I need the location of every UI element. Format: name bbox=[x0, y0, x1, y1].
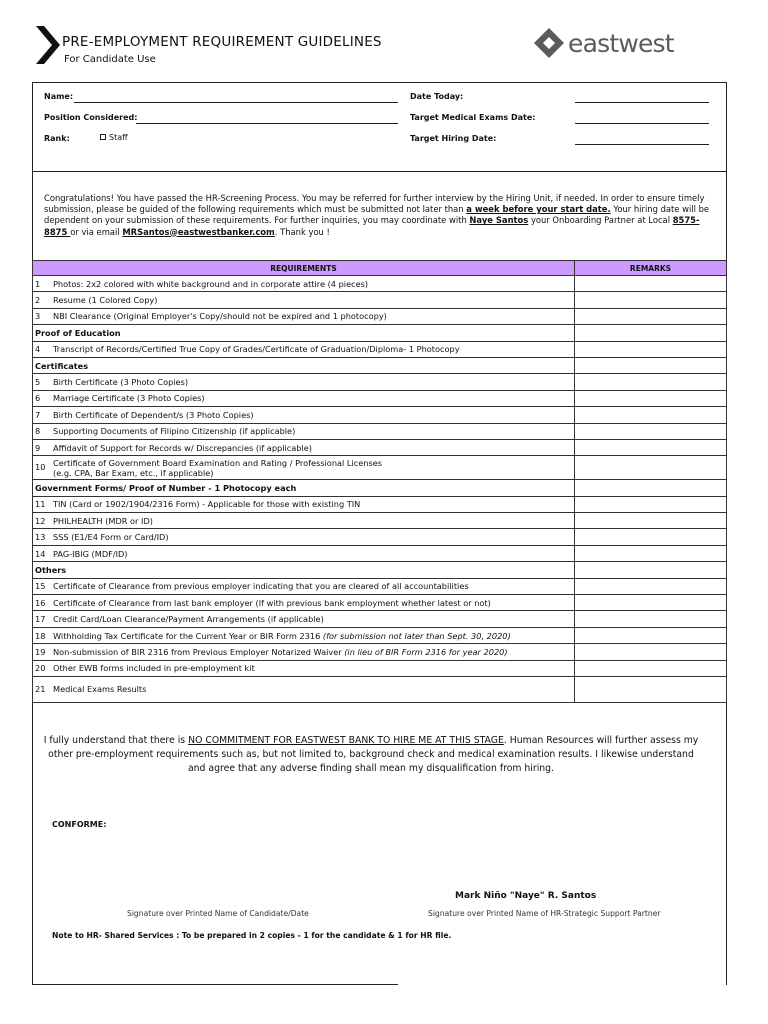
table-row: 19 Non-submission of BIR 2316 from Previous Employer Notarized Waiver (in lieu of BIR Form 2316 for year 2020) bbox=[33, 644, 727, 660]
commitment-statement: I fully understand that there is NO COMMITMENT FOR EASTWEST BANK TO HIRE ME AT THIS STAGE. Human Resources will further assess my other pre-employment requirements such as, but not limited to, background check and medical examination results. I likewise understand and agree that any adverse finding shall mean my disqualification from hiring. bbox=[43, 735, 699, 774]
candidate-signature-caption: Signature over Printed Name of Candidate/Date bbox=[127, 909, 309, 918]
table-row: 12 PHILHEALTH (MDR or ID) bbox=[33, 513, 727, 529]
table-row: 17 Credit Card/Loan Clearance/Payment Arrangements (if applicable) bbox=[33, 611, 727, 627]
rank-option[interactable] bbox=[100, 133, 128, 142]
date-today-field[interactable] bbox=[575, 102, 709, 103]
date-today-label: Date Today: bbox=[410, 92, 464, 101]
chevron-right-icon bbox=[36, 26, 60, 64]
rank-option-label: Staff bbox=[109, 133, 128, 142]
document-title: PRE-EMPLOYMENT REQUIREMENT GUIDELINES bbox=[62, 34, 382, 50]
staff-checkbox[interactable] bbox=[100, 134, 106, 140]
remarks-header: REMARKS bbox=[575, 261, 727, 276]
remarks-cell[interactable] bbox=[575, 513, 727, 529]
rank-label: Rank: bbox=[44, 134, 70, 143]
hr-signer-name: Mark Niño "Naye" R. Santos bbox=[455, 891, 597, 901]
remarks-cell[interactable] bbox=[575, 456, 727, 480]
medical-date-field[interactable] bbox=[575, 123, 709, 124]
remarks-cell[interactable] bbox=[575, 374, 727, 390]
remarks-cell[interactable] bbox=[575, 292, 727, 308]
hr-signature-caption: Signature over Printed Name of HR-Strategic Support Partner bbox=[428, 909, 661, 918]
remarks-cell[interactable] bbox=[575, 660, 727, 676]
remarks-cell[interactable] bbox=[575, 423, 727, 439]
section-row: Certificates bbox=[33, 357, 727, 373]
intro-paragraph: Congratulations! You have passed the HR-Screening Process. You may be referred for further interview by the Hiring Unit, if needed. In order to ensure timely submission, please be guided of the following requirements which must be submitted not later than a week before your start date. Your hiring date will be dependent on your submission of these requirements. For further inquiries, you may coordinate with Naye Santos your Onboarding Partner at Local 8575-8875 or via email MRSantos@eastwestbanker.com. Thank you ! bbox=[44, 193, 710, 237]
hr-note: Note to HR- Shared Services : To be prepared in 2 copies - 1 for the candidate & 1 for HR file. bbox=[52, 931, 452, 940]
name-field[interactable] bbox=[74, 102, 398, 103]
medical-date-label: Target Medical Exams Date: bbox=[410, 113, 536, 122]
table-row: 8 Supporting Documents of Filipino Citizenship (if applicable) bbox=[33, 423, 727, 439]
remarks-cell[interactable] bbox=[575, 496, 727, 512]
table-row: 16 Certificate of Clearance from last bank employer (If with previous bank employment whether latest or not) bbox=[33, 595, 727, 611]
remarks-cell[interactable] bbox=[575, 627, 727, 643]
remarks-cell[interactable] bbox=[575, 611, 727, 627]
hiring-date-field[interactable] bbox=[575, 144, 709, 145]
section-row: Proof of Education bbox=[33, 325, 727, 341]
position-label: Position Considered: bbox=[44, 113, 138, 122]
table-row: 13 SSS (E1/E4 Form or Card/ID) bbox=[33, 529, 727, 545]
diamond-logo-icon bbox=[534, 28, 564, 58]
remarks-cell[interactable] bbox=[575, 390, 727, 406]
name-label: Name: bbox=[44, 92, 74, 101]
remarks-cell[interactable] bbox=[575, 578, 727, 594]
table-row: 2 Resume (1 Colored Copy) bbox=[33, 292, 727, 308]
table-row: 9 Affidavit of Support for Records w/ Discrepancies (if applicable) bbox=[33, 439, 727, 455]
table-row: 11 TIN (Card or 1902/1904/2316 Form) - Applicable for those with existing TIN bbox=[33, 496, 727, 512]
table-row: 4 Transcript of Records/Certified True Copy of Grades/Certificate of Graduation/Diploma- 1 Photocopy bbox=[33, 341, 727, 357]
logo-wordmark: eastwest bbox=[568, 28, 674, 58]
remarks-cell[interactable] bbox=[575, 341, 727, 357]
section-row: Others bbox=[33, 562, 727, 578]
conforme-label: CONFORME: bbox=[52, 820, 107, 829]
section-row: Government Forms/ Proof of Number - 1 Photocopy each bbox=[33, 480, 727, 496]
position-field[interactable] bbox=[136, 123, 398, 124]
hiring-date-label: Target Hiring Date: bbox=[410, 134, 497, 143]
remarks-cell[interactable] bbox=[575, 276, 727, 292]
remarks-cell[interactable] bbox=[575, 644, 727, 660]
table-row: 3 NBI Clearance (Original Employer's Copy/should not be expired and 1 photocopy) bbox=[33, 308, 727, 324]
eastwest-logo bbox=[534, 28, 674, 58]
remarks-cell[interactable] bbox=[575, 676, 727, 702]
table-row: 5 Birth Certificate (3 Photo Copies) bbox=[33, 374, 727, 390]
table-row: 21 Medical Exams Results bbox=[33, 676, 727, 702]
remarks-cell[interactable] bbox=[575, 439, 727, 455]
remarks-cell[interactable] bbox=[575, 407, 727, 423]
document-subtitle: For Candidate Use bbox=[64, 54, 156, 65]
table-row: 18 Withholding Tax Certificate for the Current Year or BIR Form 2316 (for submission not later than Sept. 30, 2020) bbox=[33, 627, 727, 643]
table-row: 10 Certificate of Government Board Examination and Rating / Professional Licenses (e.g. CPA, Bar Exam, etc., if applicable) bbox=[33, 456, 727, 480]
requirements-table bbox=[32, 260, 727, 703]
remarks-cell[interactable] bbox=[575, 545, 727, 561]
remarks-cell[interactable] bbox=[575, 308, 727, 324]
table-row: 6 Marriage Certificate (3 Photo Copies) bbox=[33, 390, 727, 406]
remarks-cell[interactable] bbox=[575, 595, 727, 611]
table-row: 1 Photos: 2x2 colored with white background and in corporate attire (4 pieces) bbox=[33, 276, 727, 292]
email-link[interactable]: MRSantos@eastwestbanker.com bbox=[122, 226, 275, 237]
remarks-cell[interactable] bbox=[575, 529, 727, 545]
table-row: 7 Birth Certificate of Dependent/s (3 Photo Copies) bbox=[33, 407, 727, 423]
requirements-header: REQUIREMENTS bbox=[33, 261, 575, 276]
table-row: 20 Other EWB forms included in pre-employment kit bbox=[33, 660, 727, 676]
section-divider bbox=[32, 171, 727, 172]
bottom-rule bbox=[32, 984, 398, 985]
table-row: 15 Certificate of Clearance from previous employer indicating that you are cleared of all accountabilities bbox=[33, 578, 727, 594]
table-row: 14 PAG-IBIG (MDF/ID) bbox=[33, 545, 727, 561]
